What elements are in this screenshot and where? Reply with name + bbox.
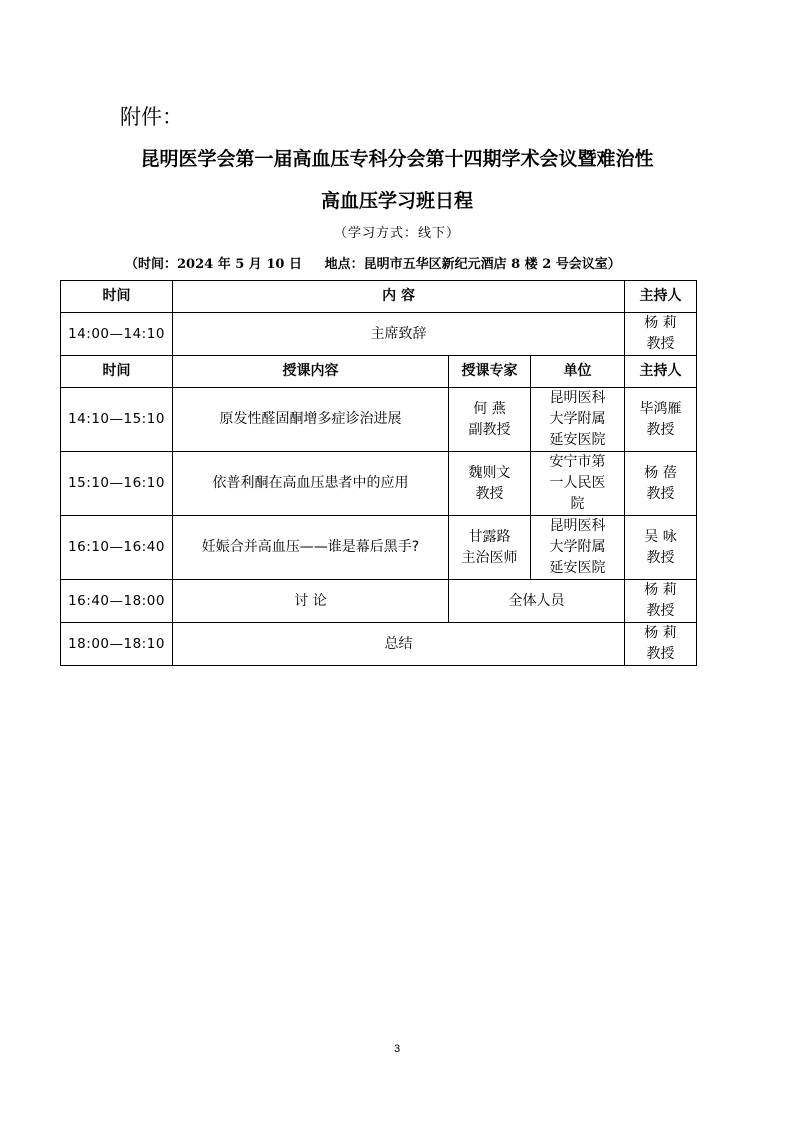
table-row <box>61 452 697 516</box>
header2-host: 主持人 <box>625 356 697 388</box>
document-title-line1: 昆明医学会第一届高血压专科分会第十四期学术会议暨难治性 <box>140 148 654 170</box>
lecture-expert: 甘露路 主治医师 <box>449 516 531 580</box>
header-row-lectures <box>61 356 697 388</box>
discussion-row <box>61 580 697 623</box>
table-row <box>61 388 697 452</box>
lecture-time: 14:10—15:10 <box>61 388 173 452</box>
study-mode: （学习方式：线下） <box>333 226 460 241</box>
attachment-label: 附件： <box>120 105 183 129</box>
header-host: 主持人 <box>625 281 697 313</box>
page-number: 3 <box>393 1043 401 1055</box>
lecture-expert: 魏则文 教授 <box>449 452 531 516</box>
summary-row <box>61 623 697 666</box>
lecture-host: 杨 蓓 教授 <box>625 452 697 516</box>
table-row <box>61 516 697 580</box>
lecture-unit: 安宁市第 一人民医 院 <box>531 452 625 516</box>
lecture-host: 毕鸿雁 教授 <box>625 388 697 452</box>
discussion-host: 杨 莉 教授 <box>625 580 697 623</box>
lecture-time: 16:10—16:40 <box>61 516 173 580</box>
summary-time: 18:00—18:10 <box>61 623 173 666</box>
discussion-content: 讨 论 <box>173 580 449 623</box>
discussion-people: 全体人员 <box>449 580 625 623</box>
schedule-table <box>60 280 697 666</box>
lecture-topic: 依普利酮在高血压患者中的应用 <box>173 452 449 516</box>
time-location-line: （时间：2024 年 5 月 10 日 地点：昆明市五华区新纪元酒店 8 楼 2 号会议室） <box>125 257 621 272</box>
opening-time: 14:00—14:10 <box>61 313 173 356</box>
lecture-unit: 昆明医科 大学附属 延安医院 <box>531 388 625 452</box>
lecture-expert: 何 燕 副教授 <box>449 388 531 452</box>
opening-row <box>61 313 697 356</box>
lecture-host: 吴 咏 教授 <box>625 516 697 580</box>
lecture-unit: 昆明医科 大学附属 延安医院 <box>531 516 625 580</box>
lecture-topic: 妊娠合并高血压——谁是幕后黑手? <box>173 516 449 580</box>
header-row-general <box>61 281 697 313</box>
summary-host: 杨 莉 教授 <box>625 623 697 666</box>
header-content: 内 容 <box>173 281 625 313</box>
header2-topic: 授课内容 <box>173 356 449 388</box>
header2-expert: 授课专家 <box>449 356 531 388</box>
header-time: 时间 <box>61 281 173 313</box>
opening-content: 主席致辞 <box>173 313 625 356</box>
lecture-topic: 原发性醛固酮增多症诊治进展 <box>173 388 449 452</box>
discussion-time: 16:40—18:00 <box>61 580 173 623</box>
opening-host: 杨 莉 教授 <box>625 313 697 356</box>
summary-content: 总结 <box>173 623 625 666</box>
header2-time: 时间 <box>61 356 173 388</box>
header2-unit: 单位 <box>531 356 625 388</box>
lecture-time: 15:10—16:10 <box>61 452 173 516</box>
document-title-line2: 高血压学习班日程 <box>320 190 473 212</box>
